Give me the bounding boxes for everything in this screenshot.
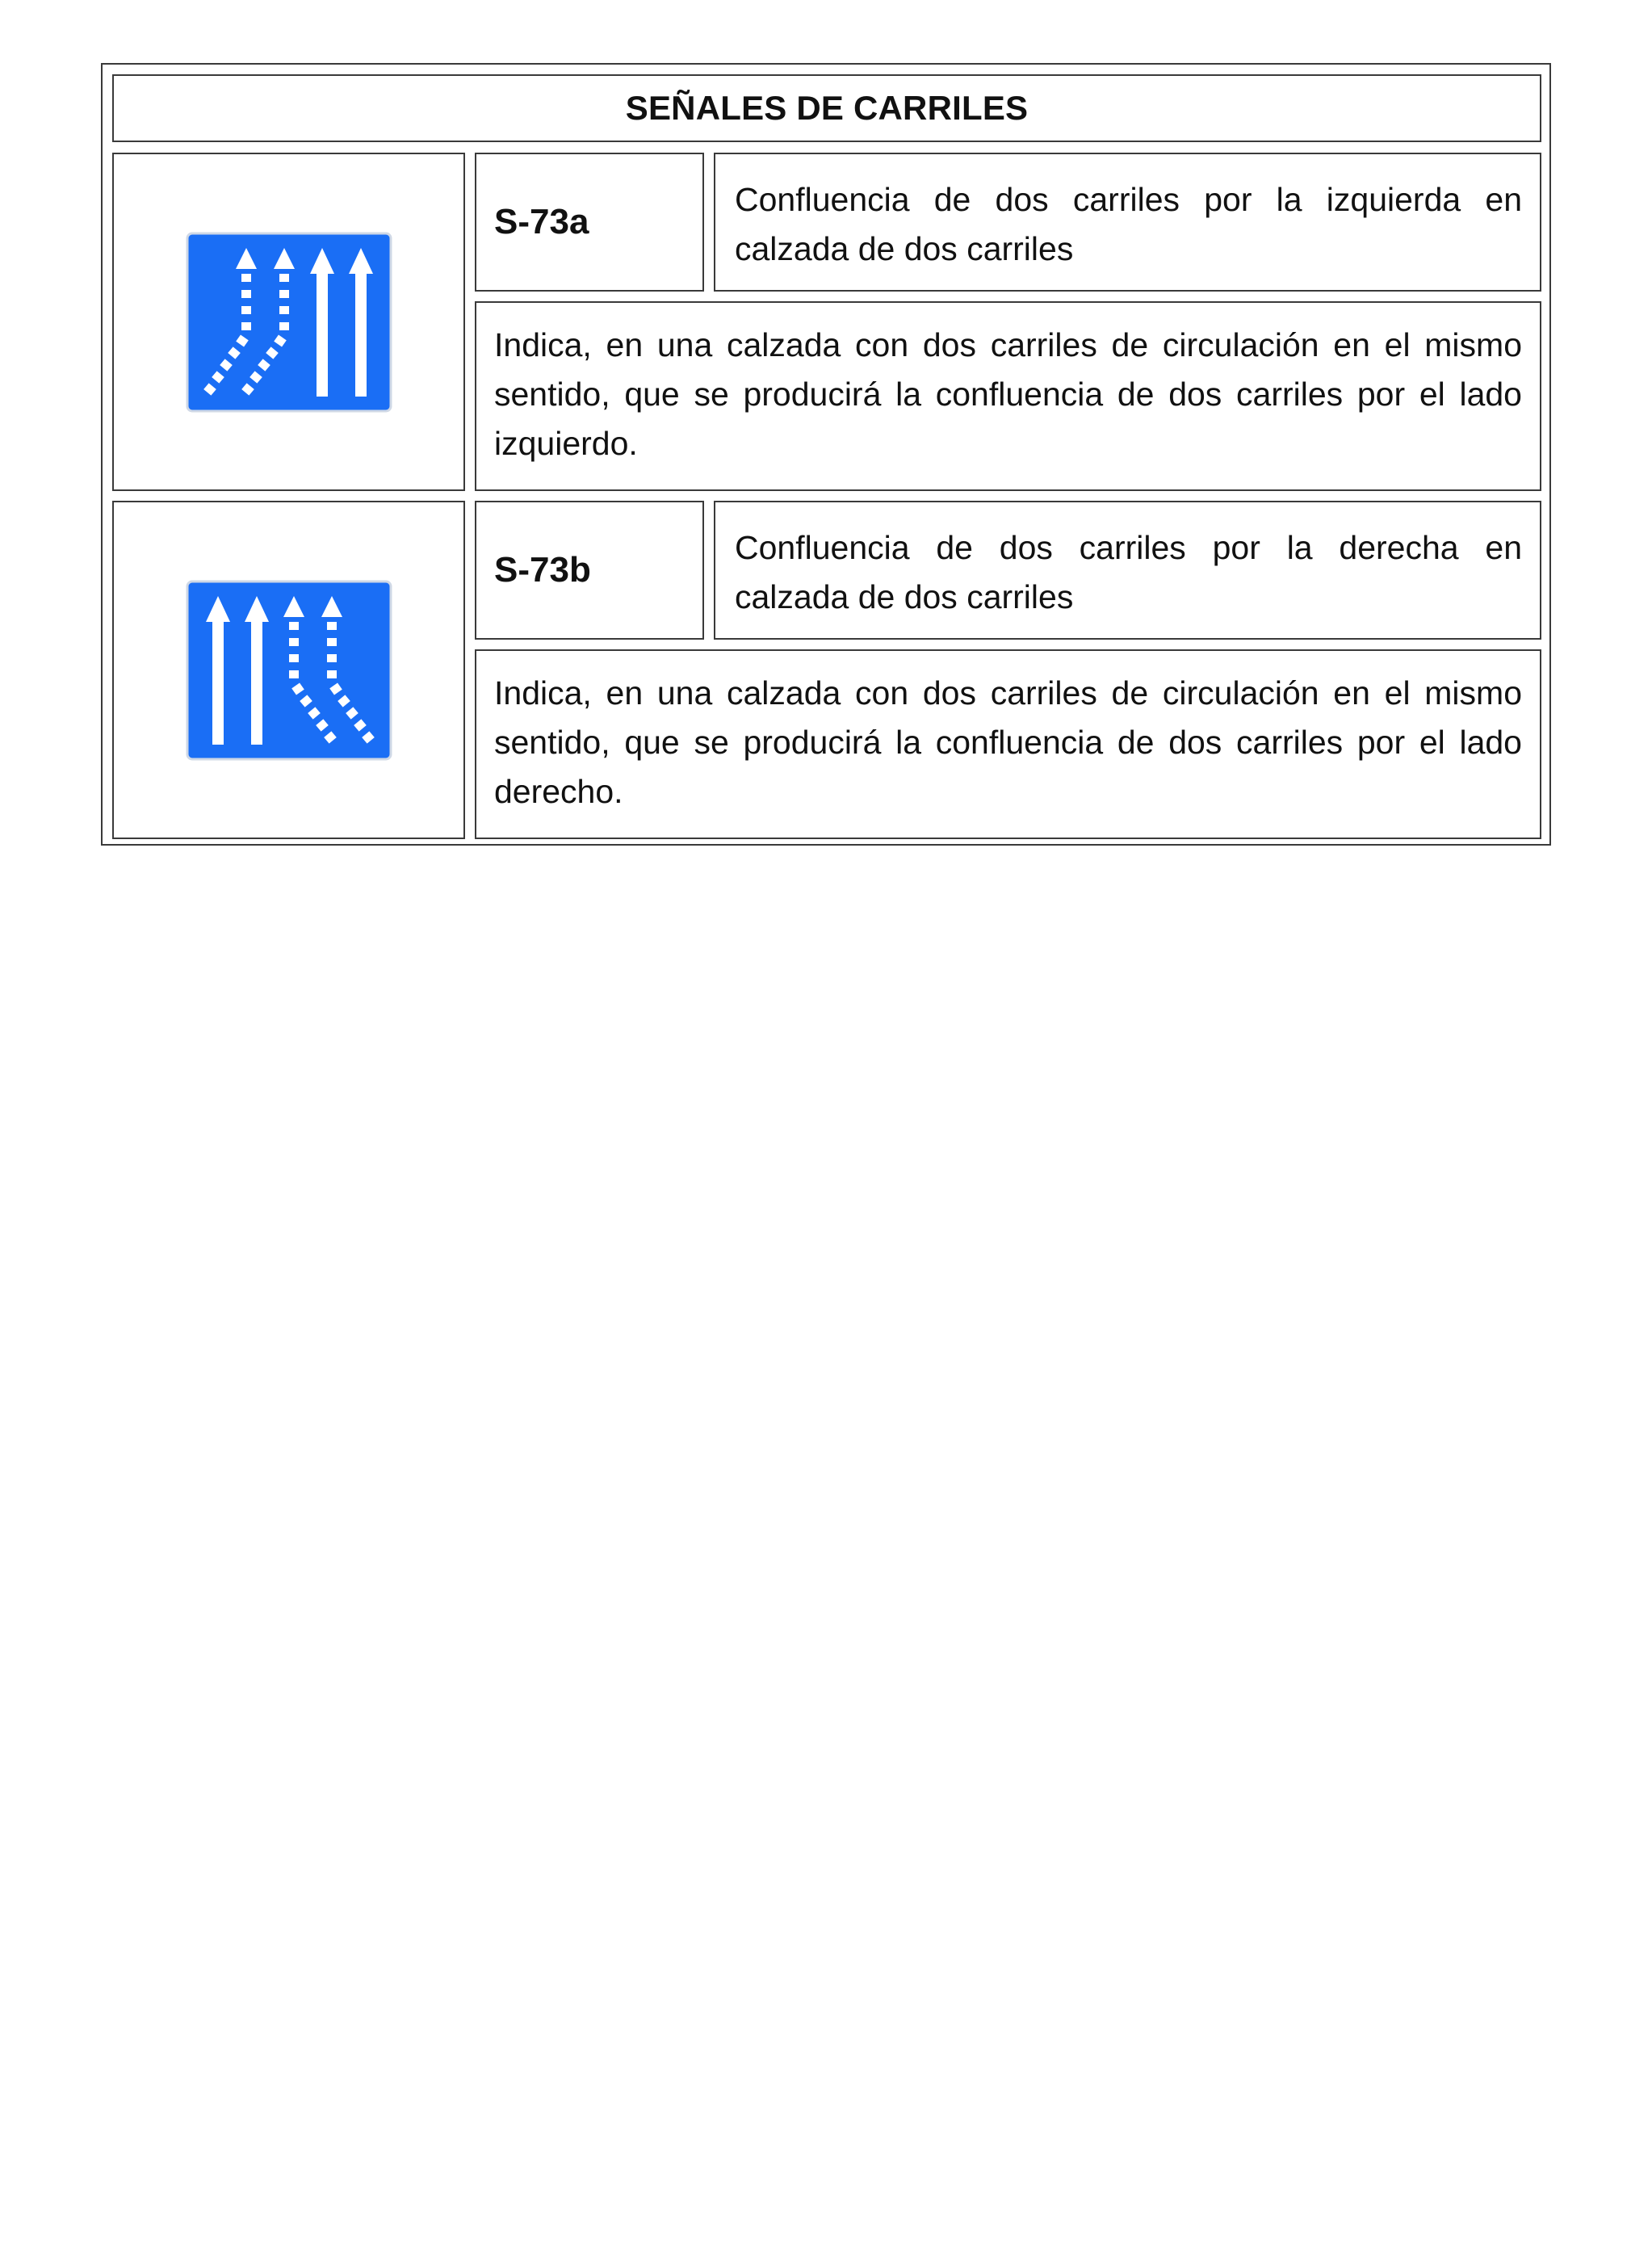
sign-description: Indica, en una calzada con dos carriles de circulación en el mismo sentido, que se producirá la confluencia de dos carriles por el lado derecho.	[475, 649, 1541, 839]
lane-merge-left-icon	[186, 232, 392, 413]
table-title: SEÑALES DE CARRILES	[112, 74, 1541, 142]
sign-description: Indica, en una calzada con dos carriles de circulación en el mismo sentido, que se producirá la confluencia de dos carriles por el lado izquierdo.	[475, 301, 1541, 491]
lane-merge-right-icon	[186, 580, 392, 761]
sign-name: Confluencia de dos carriles por la derecha en calzada de dos carriles	[714, 501, 1541, 640]
sign-image-cell	[112, 501, 465, 839]
sign-image-cell	[112, 153, 465, 491]
signs-table	[101, 63, 1551, 846]
sign-name: Confluencia de dos carriles por la izquierda en calzada de dos carriles	[714, 153, 1541, 292]
sign-code: S-73a	[475, 153, 704, 292]
sign-code: S-73b	[475, 501, 704, 640]
